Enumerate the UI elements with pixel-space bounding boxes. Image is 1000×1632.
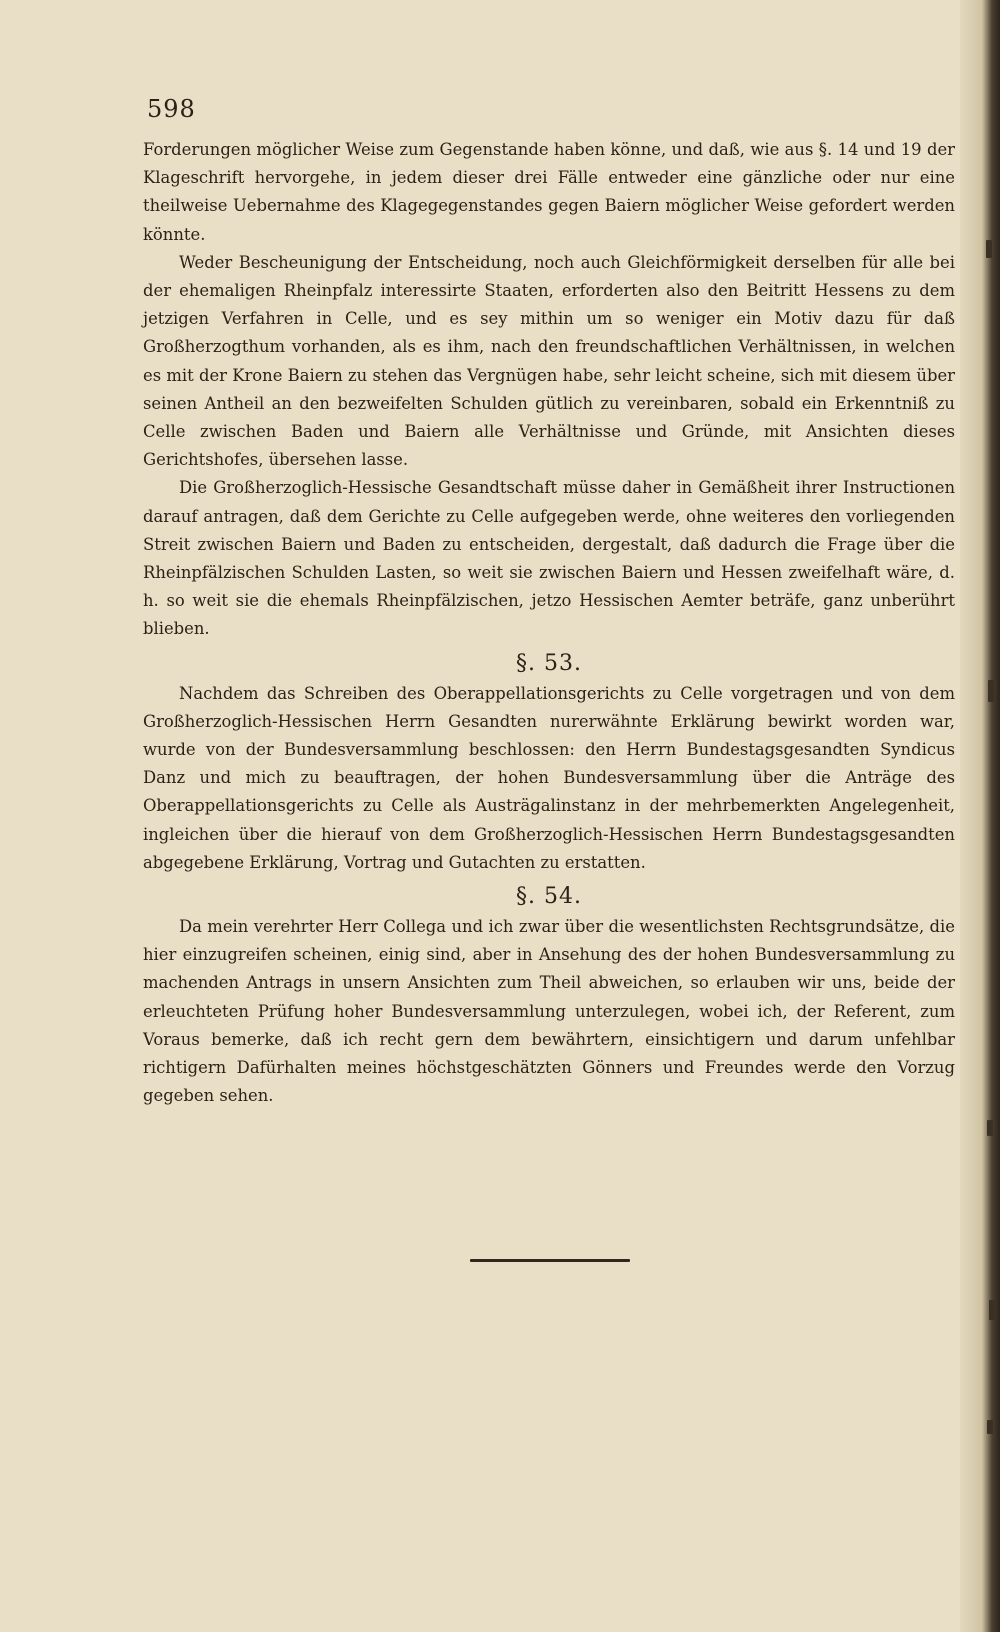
- edge-mark: [988, 680, 994, 702]
- paragraph-2: Weder Bescheunigung der Entscheidung, noch auch Gleichförmigkeit derselben für alle bei der ehemaligen Rheinpfalz interessirte Staaten, erforderten also den Beitritt Hessens zu dem jetzigen Verfahren in Celle, und es sey mithin um so weniger ein Motiv dazu für daß Großherzogthum vorhanden, als es ihm, nach den freundschaftlichen Verhältnissen, in welchen es mit der Krone Baiern zu stehen das Vergnügen habe, sehr leicht scheine, sich mit diesem über seinen Antheil an den bezweifelten Schulden gütlich zu vereinbaren, sobald ein Erkenntniß zu Celle zwischen Baden und Baiern alle Verhältnisse und Gründe, mit Ansichten dieses Gerichtshofes, übersehen lasse.: [143, 252, 955, 470]
- paragraph-3: Die Großherzoglich-Hessische Gesandtschaft müsse daher in Gemäßheit ihrer Instructionen darauf antragen, daß dem Gerichte zu Celle aufgegeben werde, ohne weiteres den vorliegenden Streit zwischen Baiern und Baden zu entscheiden, dergestalt, daß dadurch die Frage über die Rheinpfälzischen Schulden Lasten, so weit sie zwischen Baiern und Hessen zweifelhaft wäre, d. h. so weit sie die ehemals Rheinpfälzischen, jetzo Hessischen Aemter beträfe, ganz unberührt blieben.: [143, 478, 955, 639]
- section-54-text: Da mein verehrter Herr Collega und ich zwar über die wesentlichsten Rechtsgrundsätze, die hier einzugreifen scheinen, einig sind, aber in Ansehung des der hohen Bundesversammlung zu machenden Antrags in unsern Ansichten zum Theil abweichen, so erlauben wir uns, beide der erleuchteten Prüfung hoher Bundesversammlung unterzulegen, wobei ich, der Referent, zum Voraus bemerke, daß ich recht gern dem bewährtern, einsichtigern und darum unfehlbar richtigern Dafürhalten meines höchstgeschätzten Gönners und Freundes werde den Vorzug gegeben sehen.: [143, 917, 955, 1106]
- closing-rule: [470, 1259, 630, 1262]
- section-53-text: Nachdem das Schreiben des Oberappellationsgerichts zu Celle vorgetragen und von dem Großherzoglich-Hessischen Herrn Gesandten nurerwähnte Erklärung bewirkt worden war, wurde von der Bundesversammlung beschlossen: den Herrn Bundestagsgesandten Syndicus Danz und mich zu beauftragen, der hohen Bundesversammlung über die Anträge des Oberappellationsgerichts zu Celle als Austrägalinstanz in der mehrbemerkten Angelegenheit, ingleichen über die hierauf von dem Großherzoglich-Hessischen Herrn Bundestagsgesandten abgegebene Erklärung, Vortrag und Gutachten zu erstatten.: [143, 683, 955, 872]
- edge-mark: [987, 1420, 993, 1434]
- edge-mark: [987, 1120, 993, 1136]
- section-53-heading: §. 53.: [516, 650, 582, 676]
- binding-edge: [960, 0, 1000, 1632]
- section-54-heading: §. 54.: [516, 884, 582, 910]
- edge-mark: [989, 1300, 995, 1320]
- paragraph-1: Forderungen möglicher Weise zum Gegenstande haben könne, und daß, wie aus §. 14 und 19 der Klageschrift hervorgehe, in jedem dieser drei Fälle entweder eine gänzliche oder nur eine theilweise Uebernahme des Klagegegenstandes gegen Baiern möglicher Weise gefordert werden könnte.: [143, 140, 955, 244]
- edge-mark: [986, 240, 992, 258]
- body-text: [143, 136, 955, 1111]
- page-number: 598: [147, 95, 196, 123]
